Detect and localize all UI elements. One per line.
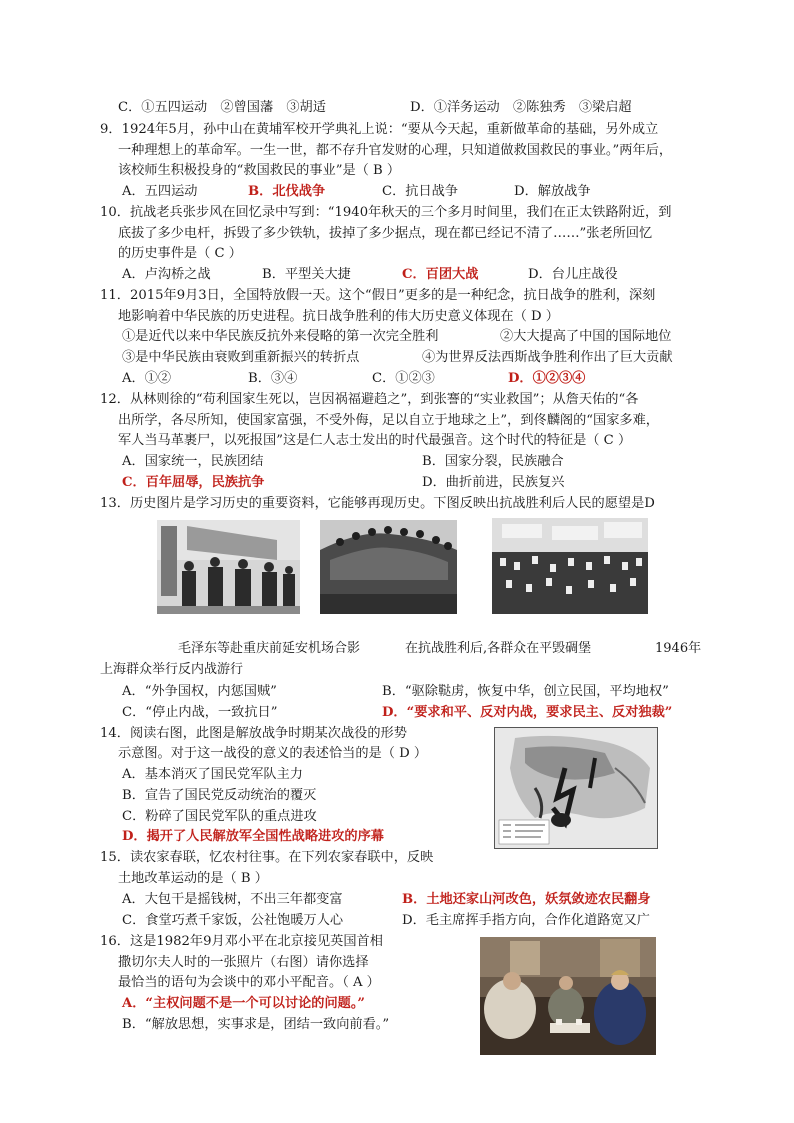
q11-option-b: B．③④ [248,371,298,386]
q8-option-c: C．①五四运动 ②曾国藩 ③胡适 [118,100,326,115]
q14-option-c: C．粉碎了国民党军队的重点进攻 [122,809,317,824]
q16-stem-1: 16．这是1982年9月邓小平在北京接见英国首相 [100,934,383,949]
q11-option-c: C．①②③ [372,371,435,386]
q9-option-b-answer: B．北伐战争 [248,184,326,199]
q9-stem-1: 9．1924年5月，孙中山在黄埔军校开学典礼上说：“要从今天起，重新做革命的基础，另外成立 [100,122,659,137]
q11-option-a: A．①② [122,371,172,386]
q12-stem-2: 出所学，各尽所知，使国家富强，不受外侮，足以自立于地球之上”，到佟麟阁的“国家多难， [118,413,659,428]
airport-group-photo [157,520,300,614]
q13-option-d-answer: D．“要求和平、反对内战，要求民主、反对独裁” [382,705,673,720]
q12-stem-1: 12．从林则徐的“苟利国家生死以，岂因祸福避趋之”，到张謇的“实业救国”；从詹天佑的“各 [100,392,639,407]
q9-stem-3: 该校师生积极投身的“救国救民的事业”是（ B ） [118,163,401,178]
q11-item-1: ①是近代以来中华民族反抗外来侵略的第一次完全胜利 [122,329,439,344]
photo-caption-3: 上海群众举行反内战游行 [100,662,244,677]
photo-caption-1: 毛泽东等赴重庆前延安机场合影 [178,641,361,656]
q16-stem-2: 撒切尔夫人时的一张照片（右图）请你选择 [118,955,369,970]
q14-option-a: A．基本消灭了国民党军队主力 [122,767,303,782]
q16-stem-3: 最恰当的语句为会谈中的邓小平配音。（ A ） [118,975,380,990]
deng-thatcher-meeting-photo [480,937,656,1055]
q11-item-2: ②大大提高了中国的国际地位 [500,329,672,344]
q13-option-a: A．“外争国权，内惩国贼” [122,684,277,699]
q12-option-a: A．国家统一，民族团结 [122,454,264,469]
q14-option-b: B．宣告了国民党反动统治的覆灭 [122,788,317,803]
q10-stem-2: 底拔了多少电杆，拆毁了多少铁轨，拔掉了多少据点，现在都已经记不清了……”张老所回忆 [118,226,653,241]
q9-option-c: C．抗日战争 [382,184,459,199]
q15-option-a: A．大包干是摇钱树，不出三年都变富 [122,892,343,907]
q10-option-a: A．卢沟桥之战 [122,267,211,282]
q14-option-d-answer: D．揭开了人民解放军全国性战略进攻的序幕 [122,829,384,844]
q15-option-d: D．毛主席挥手指方向，合作化道路宽又广 [402,913,650,928]
q15-stem-2: 土地改革运动的是（ B ） [118,871,268,886]
q14-stem-1: 14．阅读右图，此图是解放战争时期某次战役的形势 [100,726,407,741]
anti-civil-war-parade-photo [492,518,648,614]
photo-caption-3-year: 1946年 [655,641,702,656]
q9-option-a: A．五四运动 [122,184,198,199]
q11-item-4: ④为世界反法西斯战争胜利作出了巨大贡献 [422,350,673,365]
q12-option-c-answer: C．百年屈辱，民族抗争 [122,475,265,490]
q12-option-b: B．国家分裂，民族融合 [422,454,564,469]
q8-option-d: D．①洋务运动 ②陈独秀 ③梁启超 [410,100,632,115]
q12-option-d: D．曲折前进，民族复兴 [422,475,565,490]
q10-stem-1: 10．抗战老兵张步风在回忆录中写到：“1940年秋天的三个多月时间里，我们在正太铁路附近，到 [100,205,672,220]
q10-stem-3: 的历史事件是（ C ） [118,246,242,261]
q16-option-a-answer: A．“主权问题不是一个可以讨论的问题。” [122,996,365,1011]
q13-option-b: B．“驱除鞑虏，恢复中华，创立民国，平均地权” [382,684,669,699]
q10-option-b: B．平型关大捷 [262,267,351,282]
q15-stem-1: 15．读农家春联，忆农村往事。在下列农家春联中，反映 [100,850,434,865]
q11-stem-1: 11．2015年9月3日，全国特放假一天。这个“假日”更多的是一种纪念，抗日战争的胜利，深刻 [100,288,656,303]
q11-stem-2: 地影响着中华民族的历史进程。抗日战争胜利的伟大历史意义体现在（ D ） [118,309,559,324]
q11-option-d-answer: D．①②③④ [508,371,586,386]
q11-item-3: ③是中华民族由衰败到重新振兴的转折点 [122,350,360,365]
q10-option-c-answer: C．百团大战 [402,267,479,282]
q15-option-c: C．食堂巧煮千家饭，公社饱暖万人心 [122,913,344,928]
q10-option-d: D．台儿庄战役 [528,267,618,282]
q13-stem: 13．历史图片是学习历史的重要资料，它能够再现历史。下图反映出抗战胜利后人民的愿望是D [100,496,655,511]
blockhouse-demolition-photo [320,520,457,614]
q9-option-d: D．解放战争 [514,184,591,199]
q9-stem-2: 一种理想上的革命军。一生一世，都不存升官发财的心理，只知道做救国救民的事业。”两年后， [118,143,673,158]
q13-option-c: C．“停止内战，一致抗日” [122,705,278,720]
q15-option-b-answer: B．土地还家山河改色，妖氛敛迹农民翻身 [402,892,651,907]
q14-stem-2: 示意图。对于这一战役的意义的表述恰当的是（ D ） [118,746,428,761]
q12-stem-3: 军人当马革裹尸，以死报国”这是仁人志士发出的时代最强音。这个时代的特征是（ C ） [118,433,632,448]
battle-situation-map [494,727,658,849]
q16-option-b: B．“解放思想，实事求是，团结一致向前看。” [122,1017,390,1032]
photo-caption-2: 在抗战胜利后,各群众在平毁碉堡 [405,641,592,656]
